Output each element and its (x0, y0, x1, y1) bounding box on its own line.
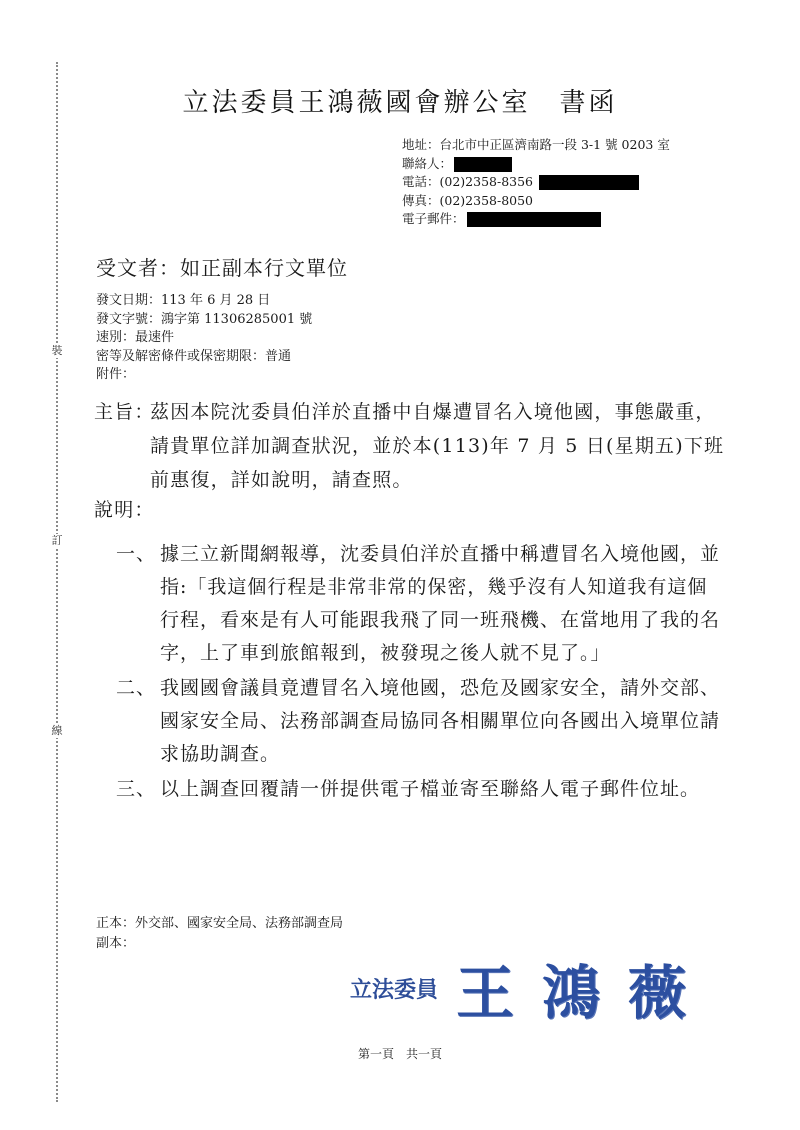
address: 地址：台北市中正區濟南路一段 3-1 號 0203 室 (402, 137, 670, 152)
contact-person-label: 聯絡人： (402, 155, 453, 171)
delivery-speed: 速別：最速件 (96, 330, 175, 345)
subject-text: 茲因本院沈委員伯洋於直播中自爆遭冒名入境他國，事態嚴重，請貴單位詳加調查狀況，並於本(113)年 7 月 5 日(星期五)下班前惠復，詳如說明，請查照。 (150, 401, 725, 491)
explanation-item-1 (116, 538, 726, 670)
subject-label: 主旨： (94, 401, 155, 423)
phone (402, 173, 670, 192)
document-number: 發文字號：鴻字第 11306285001 號 (96, 311, 313, 327)
binding-mark-ding: 訂 (49, 534, 65, 548)
classification: 密等及解密條件或保密期限：普通 (96, 348, 292, 364)
explanation-item-2 (116, 672, 726, 771)
distribution-block (96, 914, 343, 954)
redacted-phone-ext (539, 175, 639, 190)
contact-person (402, 155, 670, 174)
item-number: 一、 (116, 543, 157, 565)
email-label: 電子郵件： (402, 211, 465, 226)
meta-block (96, 292, 312, 385)
contact-block (402, 136, 670, 229)
copy-recipients: 副本： (96, 936, 136, 951)
issue-date: 發文日期：113 年 6 月 28 日 (96, 293, 271, 308)
item-number: 三、 (116, 778, 157, 800)
page-footer: 第一頁 共一頁 (357, 1047, 442, 1061)
document-title: 立法委員王鴻薇國會辦公室 書函 (182, 88, 618, 118)
original-recipients: 正本：外交部、國家安全局、法務部調查局 (96, 916, 344, 931)
signature-name: 王鴻薇 (456, 959, 715, 1027)
phone-text: 電話：(02)2358-8356 (402, 174, 534, 189)
fax: 傳真：(02)2358-8050 (402, 192, 534, 208)
item-text: 以上調查回覆請一併提供電子檔並寄至聯絡人電子郵件位址。 (160, 778, 701, 800)
binding-mark-xian: 線 (49, 724, 65, 738)
subject-section (94, 395, 734, 497)
explanation-items (116, 538, 726, 808)
redacted-email (467, 212, 601, 227)
explanation-item-3 (116, 773, 726, 806)
recipient: 受文者：如正副本行文單位 (96, 256, 348, 280)
binding-line (56, 62, 58, 1102)
signature-title: 立法委員 (350, 976, 439, 1003)
binding-mark-zhuang: 裝 (49, 344, 65, 358)
email (402, 210, 670, 229)
attachment: 附件： (96, 367, 136, 382)
item-text: 據三立新聞網報導，沈委員伯洋於直播中稱遭冒名入境他國，並指:「我這個行程是非常非常的保密，幾乎沒有人知道我有這個行程，看來是有人可能跟我飛了同一班飛機、在當地用了我的名字，上了車到旅館報到，被發現之後人就不見了。」 (160, 543, 721, 664)
signature-stamp (350, 948, 770, 1028)
item-number: 二、 (116, 677, 157, 699)
explanation-label: 說明： (94, 499, 155, 521)
redacted-contact-name (454, 157, 512, 172)
item-text: 我國國會議員竟遭冒名入境他國，恐危及國家安全，請外交部、國家安全局、法務部調查局協同各相關單位向各國出入境單位請求協助調查。 (160, 677, 721, 765)
